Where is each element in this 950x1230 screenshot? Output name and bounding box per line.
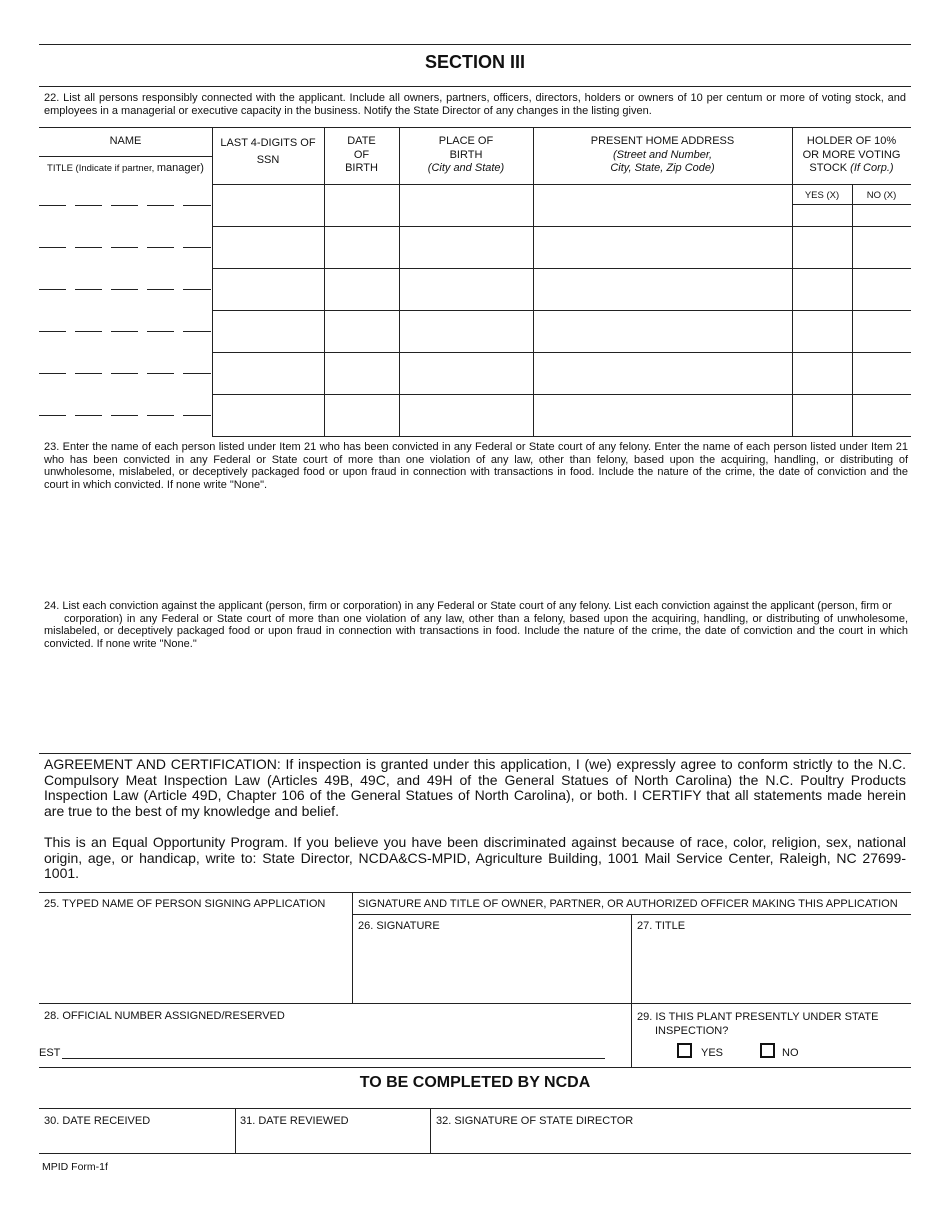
agreement-certification: AGREEMENT AND CERTIFICATION: If inspection is granted under this application, I (we) expressly agree to conform strictly to the N.C. Compulsory Meat Inspection Law (Articles 49B, 49C, and 49H of the General Statues of North Carolina) the N.C. Poultry Products Inspection Law (Article 49D, Chapter 106 of the General Statues of North Carolina), or both. I CERTIFY that all statements made herein are true to the best of my knowledge and belief. [44, 756, 906, 819]
item-29-label [637, 1010, 878, 1038]
item-31-label: 31. DATE REVIEWED [240, 1115, 349, 1127]
name-line-segment [183, 289, 211, 290]
name-entry-line[interactable] [39, 355, 212, 375]
dob-header-line-1: DATE [347, 135, 376, 147]
date-received-field[interactable] [44, 1130, 230, 1150]
item-22-instructions: 22. List all persons responsibly connected with the applicant. Include all owners, partners, officers, directors, holders or owners of 10 per centum or more of voting stock, and employees in a managerial or executive capacity in the business. Notify the State Director of any changes in the listing given. [44, 92, 906, 117]
ssn-header-line-2: SSN [256, 153, 280, 166]
name-line-segment [39, 289, 66, 290]
table-row[interactable] [212, 395, 911, 436]
name-line-segment [39, 415, 66, 416]
name-line-segment [75, 247, 102, 248]
item-26-label: 26. SIGNATURE [358, 920, 440, 932]
item-24-line-1: 24. List each conviction against the applicant (person, firm or corporation) in any Federal or State court of any felony. List each conviction against the applicant (person, firm or [44, 600, 892, 612]
table-row[interactable] [212, 353, 911, 394]
name-line-segment [111, 205, 138, 206]
table-row[interactable] [212, 185, 911, 226]
address-header-line-2: (Street and Number, [612, 148, 713, 161]
name-line-segment [183, 415, 211, 416]
name-line-segment [75, 415, 102, 416]
dob-header [324, 135, 399, 176]
name-line-segment [147, 373, 174, 374]
typed-name-field[interactable] [44, 916, 344, 998]
pob-header-line-1: PLACE OF [438, 135, 494, 147]
director-signature-field[interactable] [436, 1130, 906, 1150]
name-line-segment [39, 331, 66, 332]
no-checkbox[interactable] [760, 1043, 775, 1058]
item-24-rest: corporation) in any Federal or State court of more than one violation of any law, other than a felony, based upon the acquiring, handling, or distributing of unwholesome, mislabeled, or deceptively packaged food or upon fraud in connection with transactions in food. Include the nature of the crime, the date of conviction and the court in which convicted. If none write "None." [44, 612, 908, 650]
table-row[interactable] [212, 311, 911, 352]
title-hint-a: TITLE (Indicate if partner, [47, 163, 157, 174]
pob-header-line-3: (City and State) [427, 162, 505, 174]
holder-header [792, 135, 911, 176]
dob-header-line-3: BIRTH [345, 162, 378, 174]
name-line-segment [147, 289, 174, 290]
name-line-segment [75, 373, 102, 374]
signature-field[interactable] [358, 936, 626, 1000]
name-line-segment [111, 331, 138, 332]
name-line-segment [147, 205, 174, 206]
name-entry-line[interactable] [39, 397, 212, 417]
pob-header-line-2: BIRTH [449, 148, 483, 161]
name-line-segment [183, 205, 211, 206]
dob-header-line-2: OF [353, 148, 370, 161]
item-29-line-1: 29. IS THIS PLANT PRESENTLY UNDER STATE [637, 1011, 879, 1023]
item-32-label: 32. SIGNATURE OF STATE DIRECTOR [436, 1115, 634, 1127]
name-line-segment [111, 289, 138, 290]
name-line-segment [147, 415, 174, 416]
item-30-label: 30. DATE RECEIVED [44, 1115, 151, 1127]
ncda-title: TO BE COMPLETED BY NCDA [359, 1074, 591, 1091]
table-row[interactable] [212, 269, 911, 310]
name-line-segment [75, 331, 102, 332]
name-line-segment [147, 247, 174, 248]
pob-header [399, 135, 533, 176]
title-hint-b: manager) [156, 162, 204, 174]
holder-header-line-2: OR MORE VOTING [802, 148, 901, 161]
name-line-segment [111, 247, 138, 248]
item-27-label: 27. TITLE [637, 920, 686, 932]
holder-header-line-1: HOLDER OF 10% [806, 135, 897, 147]
address-header [533, 135, 792, 176]
address-header-line-1: PRESENT HOME ADDRESS [590, 135, 735, 147]
yes-column-header: YES (X) [804, 190, 840, 201]
name-entry-line[interactable] [39, 187, 212, 207]
name-line-segment [75, 205, 102, 206]
est-label: EST [39, 1047, 61, 1059]
name-line-segment [39, 205, 66, 206]
item-28-label: 28. OFFICIAL NUMBER ASSIGNED/RESERVED [44, 1010, 285, 1022]
item-24-instructions [44, 600, 908, 650]
name-line-segment [183, 373, 211, 374]
name-header: NAME [109, 135, 142, 147]
yes-label: YES [701, 1047, 724, 1059]
no-column-header: NO (X) [866, 190, 897, 201]
item-25-label: 25. TYPED NAME OF PERSON SIGNING APPLICATION [44, 898, 326, 910]
name-line-segment [39, 373, 66, 374]
signature-header: SIGNATURE AND TITLE OF OWNER, PARTNER, OR AUTHORIZED OFFICER MAKING THIS APPLICATION [358, 898, 898, 910]
holder-header-line-3: STOCK (If Corp.) [809, 162, 894, 174]
table-row[interactable] [212, 227, 911, 268]
yes-checkbox[interactable] [677, 1043, 692, 1058]
date-reviewed-field[interactable] [240, 1130, 426, 1150]
name-entry-line[interactable] [39, 271, 212, 291]
name-line-segment [183, 331, 211, 332]
name-line-segment [183, 247, 211, 248]
item-23-answer-area[interactable] [44, 492, 908, 592]
item-24-answer-area[interactable] [44, 652, 908, 748]
name-line-segment [111, 415, 138, 416]
section-title: SECTION III [424, 52, 525, 72]
no-label: NO [782, 1047, 799, 1059]
title-field[interactable] [637, 936, 907, 1000]
address-header-line-3: City, State, Zip Code) [610, 162, 715, 174]
equal-opportunity-statement: This is an Equal Opportunity Program. If you believe you have been discriminated against because of race, color, religion, sex, national origin, age, or handicap, write to: State Director, NCDA&CS-MPID, Agriculture Building, 1001 Mail Service Center, Raleigh, NC 27699-1001. [44, 834, 906, 882]
ssn-header [212, 137, 324, 167]
name-entry-line[interactable] [39, 313, 212, 333]
title-hint [39, 162, 212, 174]
item-29-line-2: INSPECTION? [655, 1025, 729, 1037]
name-line-segment [111, 373, 138, 374]
form-id: MPID Form-1f [42, 1161, 108, 1173]
est-number-line[interactable] [62, 1058, 605, 1059]
ssn-header-line-1: LAST 4-DIGITS OF [220, 137, 316, 149]
item-23-instructions: 23. Enter the name of each person listed under Item 21 who has been convicted in any Federal or State court of any felony. Enter the name of each person listed under Item 21 who has been convicted in any Federal or State court of more than one violation of any law, other than felony, based upon the acquiring, handling, or distributing of unwholesome, mislabeled, or deceptively packaged food or upon fraud in connection with transactions in food. Include the nature of the crime, the date of conviction and the court in which convicted. If none write "None". [44, 441, 908, 491]
name-entry-line[interactable] [39, 229, 212, 249]
name-line-segment [75, 289, 102, 290]
name-line-segment [39, 247, 66, 248]
name-line-segment [147, 331, 174, 332]
